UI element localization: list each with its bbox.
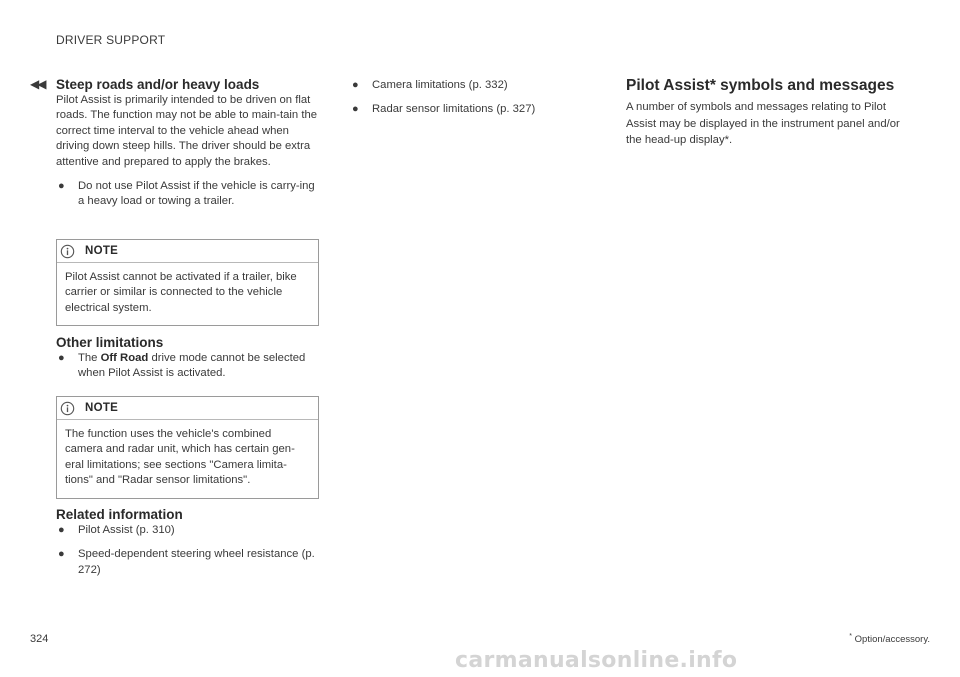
footnote-mark: * [849,633,853,640]
list-item-text-bold: Off Road [100,352,149,364]
bullet-icon: ● [352,103,359,116]
column-middle [350,78,610,118]
bullet-icon: ● [58,352,65,364]
note-title: NOTE [85,245,119,257]
info-circle-icon [60,244,75,259]
list-item [56,351,320,382]
note-box [56,396,319,499]
heading-related-information: Related information [56,507,183,522]
note-text: The function uses the vehicle's combined camera and radar unit, which has certain gen-eral limitations; see sections "Camera limita-tions" and "Radar sensor limitations". [65,428,295,487]
watermark: carmanualsonline.info [455,648,738,673]
list-item[interactable] [350,102,610,117]
section-header: DRIVER SUPPORT [56,33,166,47]
paragraph-steep-roads: Pilot Assist is primarily intended to be driven on flat roads. The function may not be able to main-tain the correct time interval to the vehicle ahead when driving down steep hills. The driver should be extra attentive and prepared to apply the brakes. [56,94,318,168]
link-camera-limitations[interactable]: Camera limitations (p. 332) [372,79,508,91]
heading-steep-roads: Steep roads and/or heavy loads [56,77,260,92]
section-related-information [56,506,320,578]
column-right [626,76,916,149]
bullet-icon: ● [58,180,65,193]
list-item-text-pre: The [78,352,101,364]
list-item [56,179,320,210]
list-item[interactable] [350,78,610,93]
link-steering-resistance[interactable]: Speed-dependent steering wheel resistance (p. 272) [78,548,315,576]
bullet-icon: ● [58,548,65,561]
bullet-icon: ● [352,79,359,91]
link-radar-limitations[interactable]: Radar sensor limitations (p. 327) [372,103,536,116]
footnote-text: Option/accessory. [854,634,930,646]
list-item-text-post: drive mode cannot be selected when Pilot Assist is activated. [78,352,306,380]
heading-symbols-messages: Pilot Assist* symbols and messages [626,77,895,94]
list-item-text: Do not use Pilot Assist if the vehicle is carry-ing a heavy load or towing a trailer. [78,180,315,208]
note-text: Pilot Assist cannot be activated if a trailer, bike carrier or similar is connected to the vehicle electrical system. [65,271,297,314]
note-box [56,239,319,326]
footnote [812,633,930,645]
list-item[interactable] [56,547,320,578]
note-title: NOTE [85,402,119,414]
bullet-icon: ● [58,524,65,536]
page-number: 324 [30,633,49,645]
link-pilot-assist[interactable]: Pilot Assist (p. 310) [78,524,175,536]
note-header [57,240,318,263]
section-other-limitations [56,334,320,382]
column-left [56,76,320,210]
back-chevron-icon[interactable]: ◀◀ [30,77,45,91]
info-circle-icon [60,401,75,416]
list-item[interactable] [56,523,320,538]
note-header [57,397,318,420]
paragraph-symbols-messages: A number of symbols and messages relating to Pilot Assist may be displayed in the instrument panel and/or the head-up display*. [626,101,900,146]
heading-other-limitations: Other limitations [56,335,164,350]
